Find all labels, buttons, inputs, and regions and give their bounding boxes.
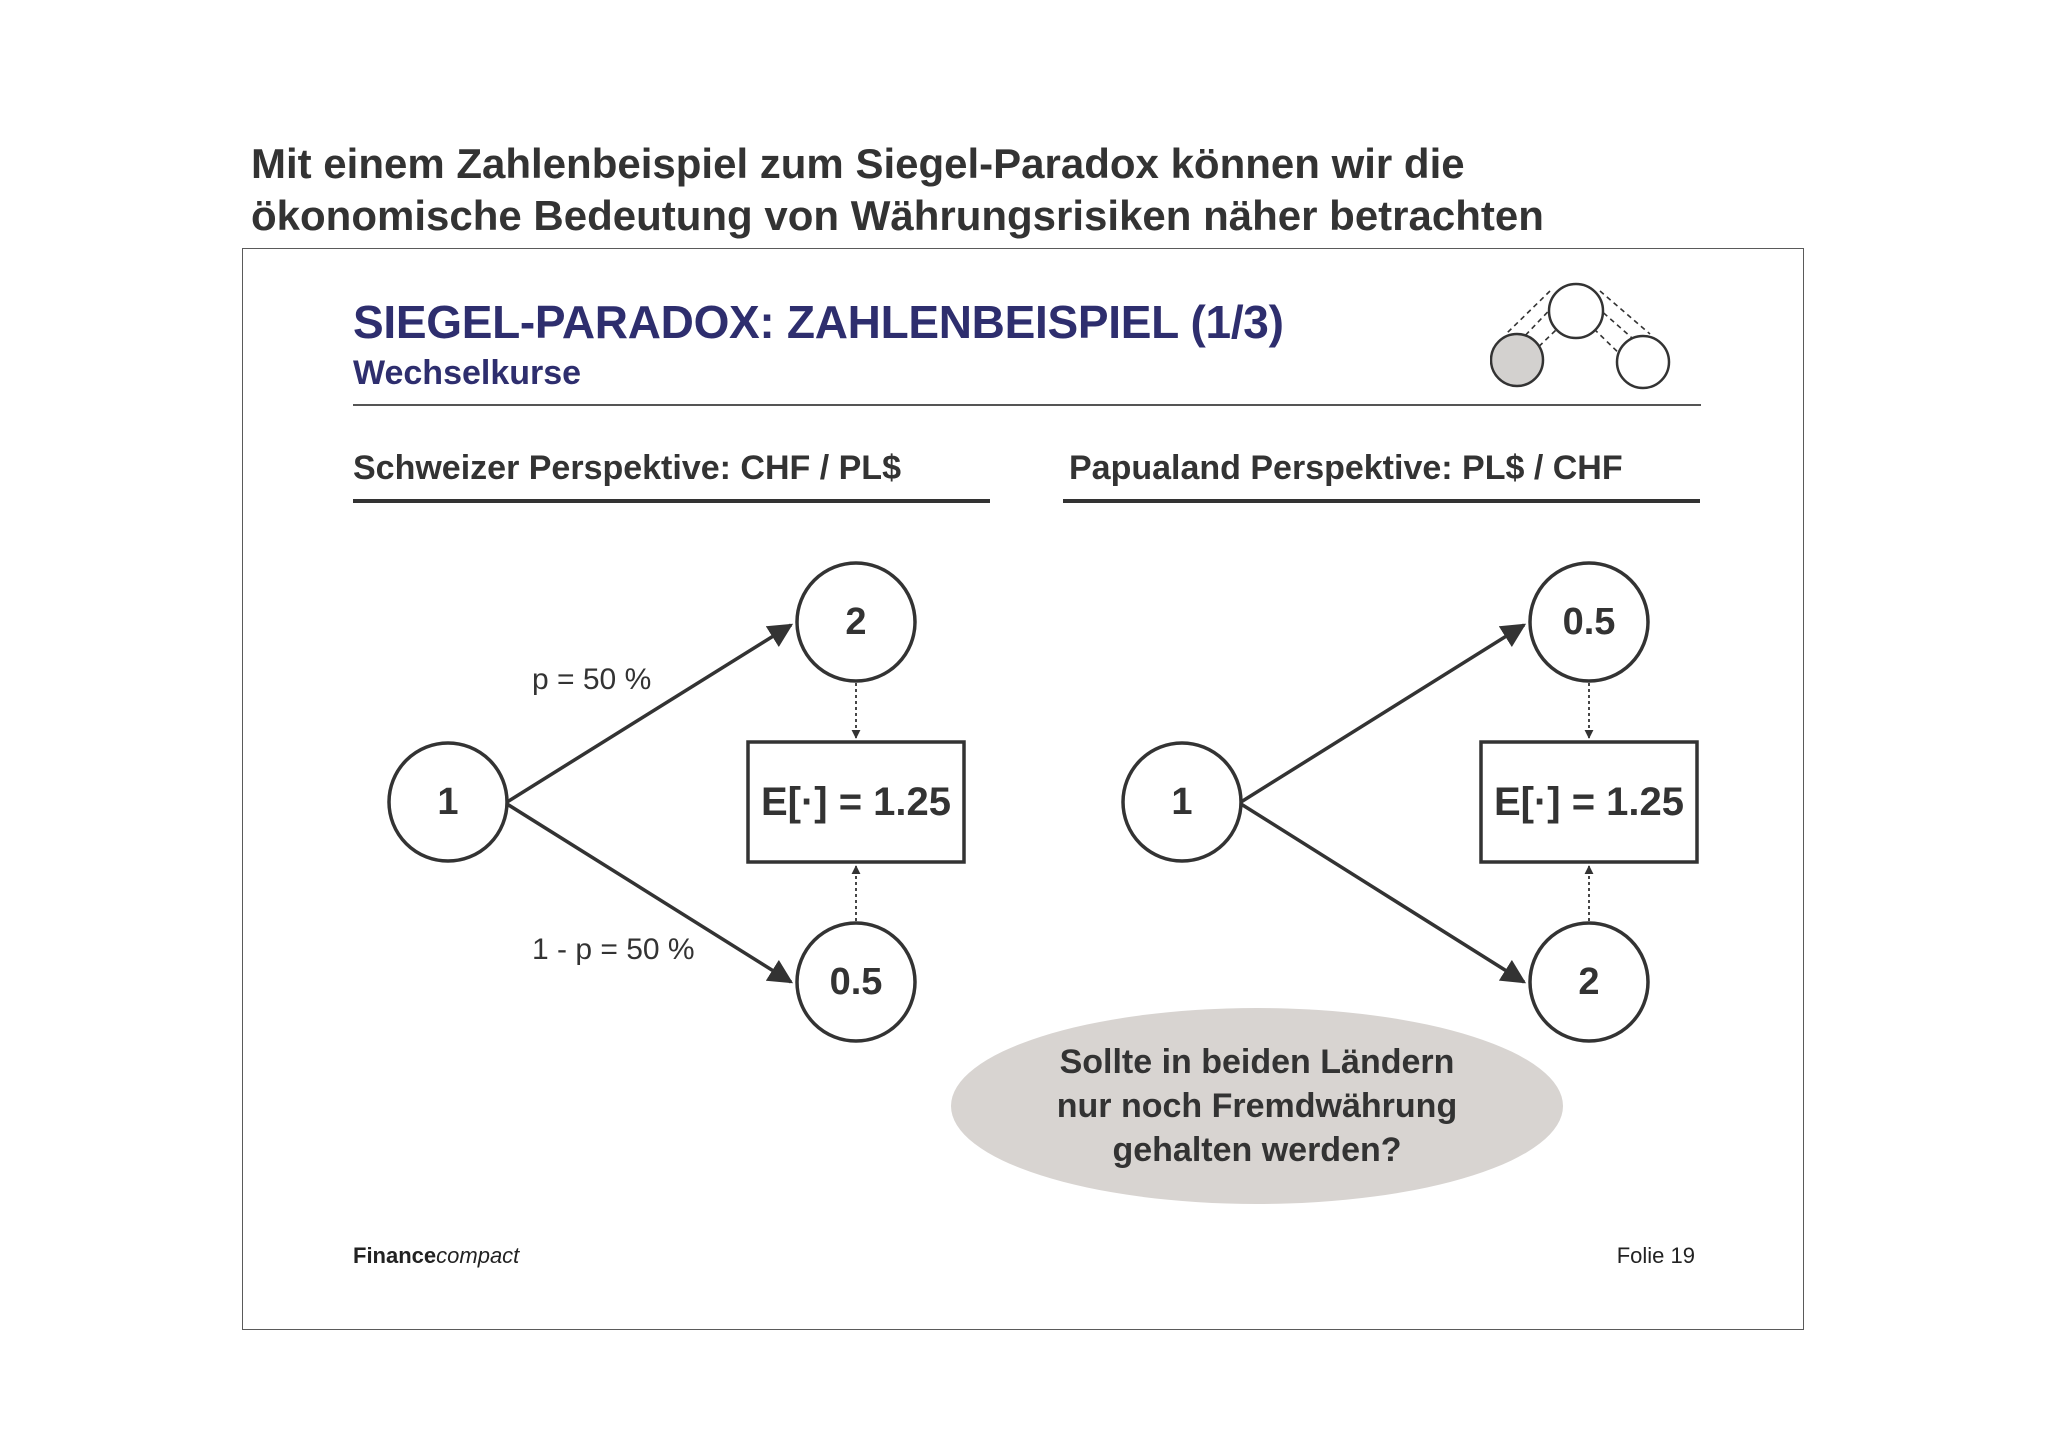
right-panel-heading: Papualand Perspektive: PL$ / CHF xyxy=(1069,449,1623,487)
left-panel-heading: Schweizer Perspektive: CHF / PL$ xyxy=(353,449,901,487)
left-expectation-value: E[·] = 1.25 xyxy=(760,779,952,824)
right-up-value: 0.5 xyxy=(1562,600,1616,643)
left-root-value: 1 xyxy=(437,780,459,823)
right-root-value: 1 xyxy=(1171,780,1193,823)
right-down-value: 2 xyxy=(1578,960,1600,1003)
page-heading-line-2: ökonomische Bedeutung von Währungsrisiken näher betrachten xyxy=(251,192,1544,239)
footer-brand-italic: compact xyxy=(436,1243,520,1268)
question-callout xyxy=(951,1008,1563,1204)
slide-title: SIEGEL-PARADOX: ZAHLENBEISPIEL (1/3) xyxy=(353,296,1284,348)
right-expectation-value: E[·] = 1.25 xyxy=(1493,779,1685,824)
callout-line-2: nur noch Fremdwährung xyxy=(1056,1087,1458,1125)
slide-subtitle: Wechselkurse xyxy=(353,354,582,392)
slide xyxy=(242,248,1804,1330)
page-heading-line-1: Mit einem Zahlenbeispiel zum Siegel-Paradox können wir die xyxy=(251,140,1465,187)
left-down-probability: 1 - p = 50 % xyxy=(532,933,695,966)
footer-brand-bold: Finance xyxy=(353,1243,437,1268)
footer-brand xyxy=(353,1243,519,1269)
callout-line-1: Sollte in beiden Ländern xyxy=(1059,1043,1455,1081)
slide-number: Folie 19 xyxy=(1616,1243,1695,1268)
callout-line-3: gehalten werden? xyxy=(1112,1131,1402,1169)
left-down-value: 0.5 xyxy=(829,960,883,1003)
page-heading xyxy=(251,138,1851,242)
left-up-probability: p = 50 % xyxy=(532,663,652,696)
left-up-value: 2 xyxy=(845,600,867,643)
